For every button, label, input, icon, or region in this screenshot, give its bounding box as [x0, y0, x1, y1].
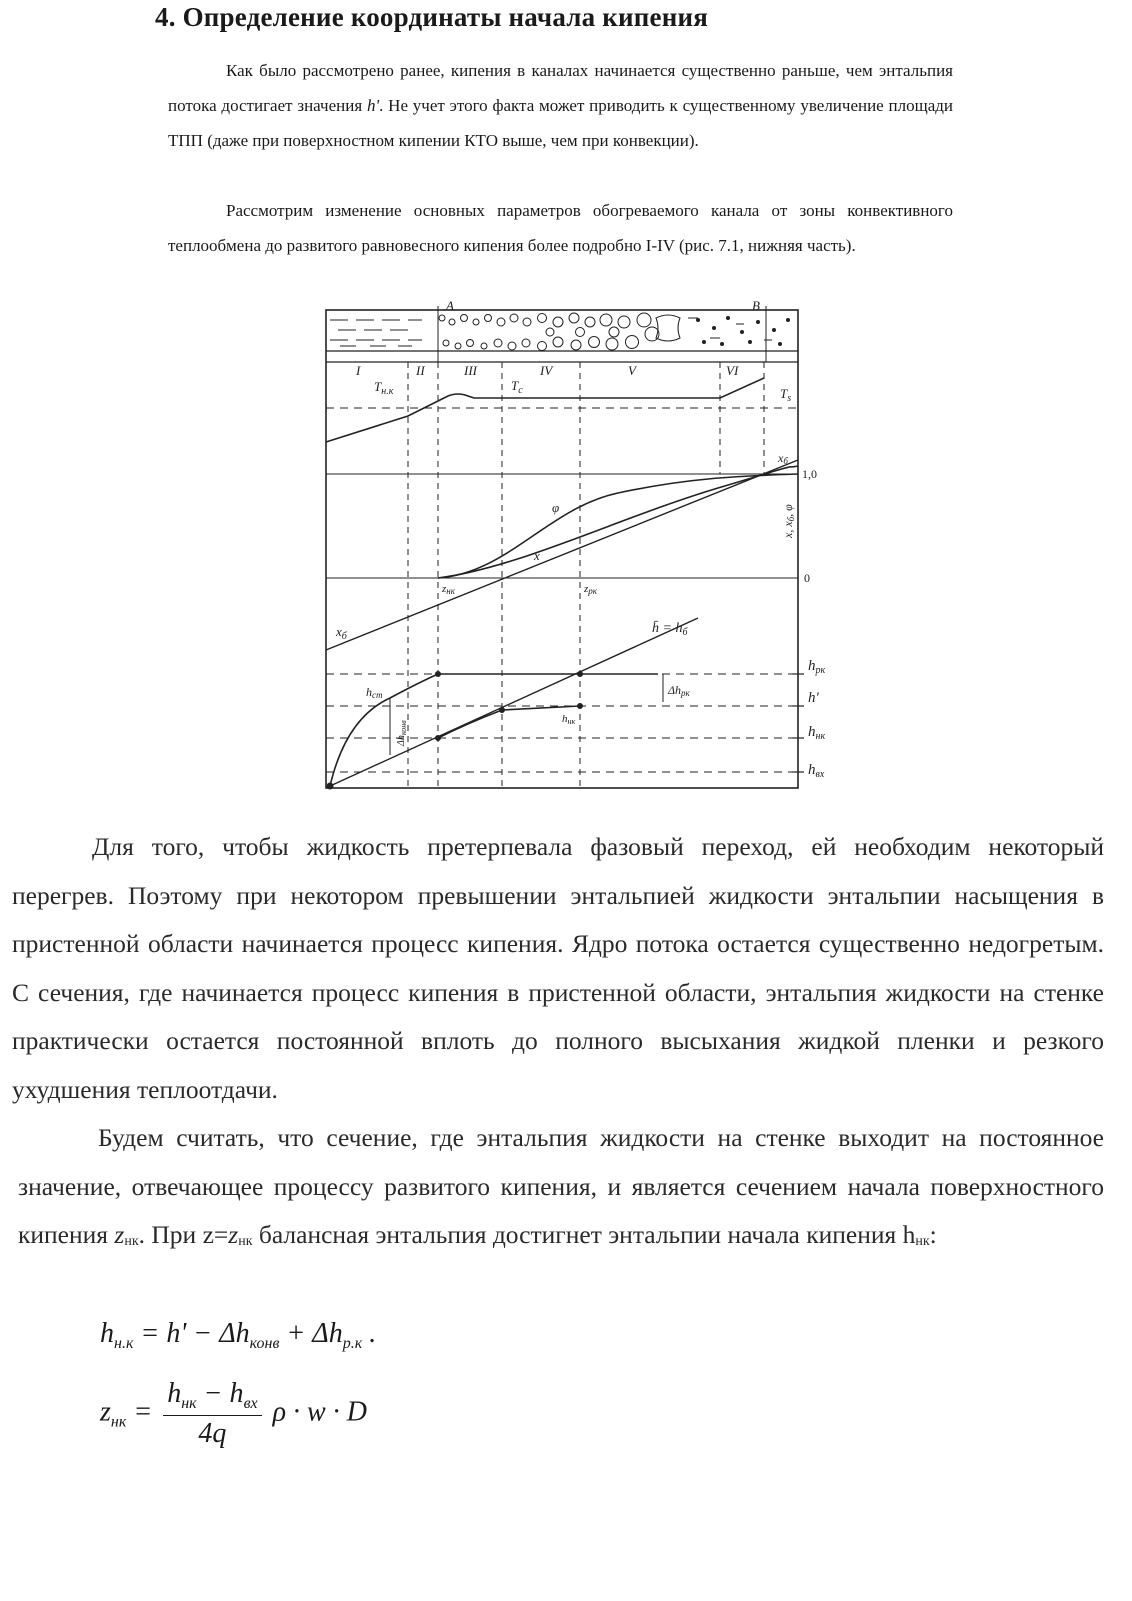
intro-paragraph-1: [168, 53, 953, 158]
intro-paragraph-2: Рассмотрим изменение основных параметров обогреваемого канала от зоны конвективного теплообмена до развитого равновесного кипения более подробно I-IV (рис. 7.1, нижняя часть).: [168, 201, 953, 255]
p4-text-d: :: [929, 1220, 937, 1249]
label-h-core: hнк: [562, 713, 576, 726]
label-b: B: [752, 298, 760, 313]
temp-label-boiling-start: $T_{н.к}$: [374, 379, 394, 397]
temp-label-saturation: $T_s$: [780, 386, 792, 404]
zone-ii: II: [416, 363, 425, 378]
zone-i: I: [356, 363, 361, 378]
body-paragraph-1: Для того, чтобы жидкость претерпевала фазовый переход, ей необходим некоторый перегрев. Поэтому при некотором превышении энтальпией жидкости энтальпии насыщения в пристенной области начинается процесс кипения. Ядро потока остается существенно недогретым. С сечения, где начинается процесс кипения в пристенной области, энтальпия жидкости на стенке практически остается постоянной вплоть до полного высыхания жидкой пленки и резкого ухудшения теплоотдачи.: [12, 832, 1104, 1104]
phi-curve: [438, 474, 798, 578]
z-symbol: z: [114, 1220, 125, 1249]
core-enthalpy-curve: [438, 706, 580, 738]
liquid-dashes: [330, 320, 422, 346]
vapor-slug: [656, 315, 680, 341]
axis-h-prime: h': [808, 690, 819, 706]
xb-line: [326, 460, 798, 650]
p1-text-b: . Не учет этого факта может приводить к существенному увеличение площади ТПП (даже при поверхностном кипении КТО выше, чем при конвекции).: [168, 96, 953, 150]
h-prime-symbol: h': [366, 96, 380, 115]
temp-label-wall: $T_c$: [511, 378, 523, 396]
axis-h-nk: $h_{нк}$: [808, 724, 826, 742]
formula-z-nk: $z_{нк}$ = $\frac{h_{нк} - h_{вх}}{4q}$ ρ · w · D: [100, 1378, 367, 1449]
p4-text-c: балансная энтальпия достигнет энтальпии начала кипения h: [252, 1220, 916, 1249]
balance-enthalpy-line: [330, 618, 698, 786]
label-z-rk: zрк: [584, 583, 597, 596]
label-xb-right: хб: [778, 451, 788, 466]
formula-h-nk: $h_{н.к} = h' - \Delta h_{конв} + \Delta h_{р.к}$ .: [100, 1318, 377, 1352]
axis-h-in: $h_{вх}$: [808, 762, 825, 780]
mid-axis-label: x, xб, φ: [781, 504, 796, 538]
label-delta-h-conv: $\Delta h_{конв}$: [396, 720, 408, 746]
bubbles: [439, 313, 659, 351]
label-xb: $х_б$: [336, 624, 347, 642]
zone-vi: VI: [726, 363, 739, 378]
body-paragraph-2: [18, 1114, 1104, 1267]
label-zero: 0: [804, 571, 810, 585]
label-h-wall: hст: [366, 685, 383, 700]
p1-text-a: Как было рассмотрено ранее, кипения в каналах начинается существенно раньше, чем энтальпия потока достигает значения: [168, 61, 953, 115]
section-markers: [408, 362, 764, 788]
label-phi: φ: [552, 500, 560, 515]
z-subscript-2: нк: [238, 1234, 253, 1249]
z-subscript: нк: [124, 1234, 139, 1249]
z-symbol-2: z: [228, 1220, 239, 1249]
p4-text-b: . При z=: [138, 1220, 229, 1249]
p4-text-a: Будем считать, что сечение, где энтальпия жидкости на стенке выходит на постоянное значение, отвечающее процессу развитого кипения, и является сечением начала поверхностного кипения: [18, 1123, 1104, 1249]
label-x: x: [534, 548, 540, 563]
section-heading: 4. Определение координаты начала кипения: [155, 2, 709, 32]
h-subscript: нк: [915, 1234, 930, 1249]
label-z-nk: zнк: [442, 583, 455, 596]
label-one: 1,0: [802, 467, 817, 481]
label-a: A: [446, 298, 454, 313]
label-h-balance: h̄ = $h_б$: [652, 621, 688, 638]
figure-7-1: [318, 298, 858, 798]
axis-h-rk: $h_{рк}$: [808, 658, 826, 676]
zone-iv: IV: [540, 363, 553, 378]
zone-v: V: [628, 363, 636, 378]
zone-iii: III: [464, 363, 477, 378]
fraction: $\frac{h_{нк} - h_{вх}}{4q}$: [163, 1378, 261, 1450]
label-delta-h-rk: Δhрк: [668, 683, 690, 698]
droplets: [696, 316, 790, 346]
